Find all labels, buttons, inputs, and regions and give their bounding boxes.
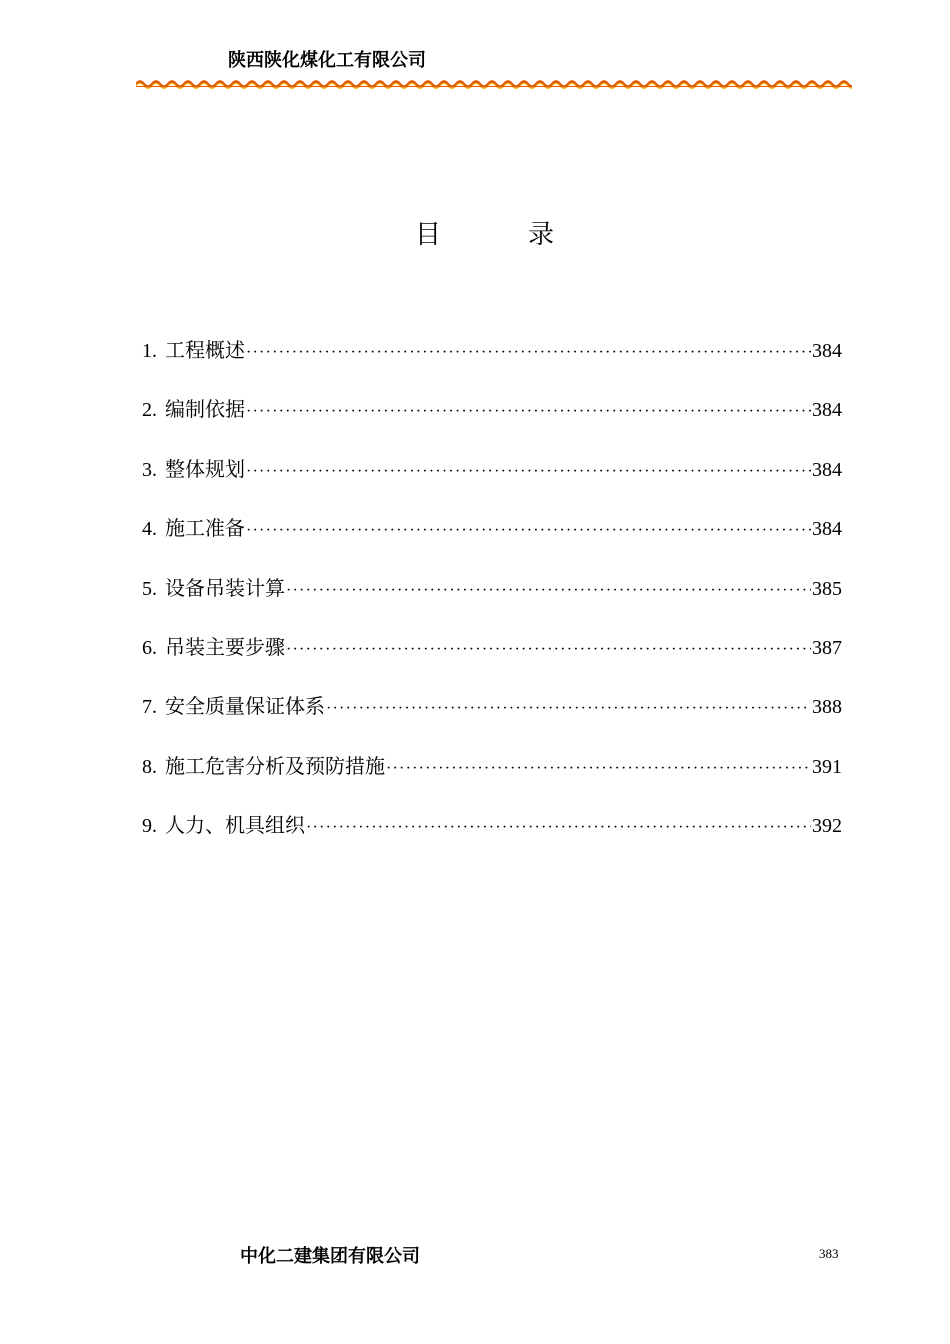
toc-entry-number: 6.	[142, 636, 157, 659]
toc-entry-number: 8.	[142, 755, 157, 778]
toc-entry[interactable]	[142, 631, 842, 690]
toc-heading	[0, 214, 950, 254]
toc-entry-label: 编制依据	[165, 397, 245, 422]
toc-entry-number: 5.	[142, 577, 157, 600]
toc-entry-page: 384	[812, 340, 842, 362]
toc-entry-label: 施工准备	[165, 516, 245, 541]
footer-page-number: 383	[819, 1246, 839, 1261]
footer-company-name: 中化二建集团有限公司	[240, 1246, 420, 1267]
toc-entry[interactable]	[142, 334, 842, 393]
toc-entry[interactable]	[142, 750, 842, 809]
toc-heading-char-1: 目	[415, 220, 442, 250]
toc-entry-label: 吊装主要步骤	[165, 634, 285, 659]
toc-entry-page: 387	[812, 636, 842, 659]
toc-entry-label: 施工危害分析及预防措施	[165, 753, 385, 778]
toc-entry-number: 2.	[142, 399, 157, 422]
toc-leader-dots	[326, 700, 811, 718]
toc-entry[interactable]	[142, 453, 842, 512]
toc-leader-dots	[286, 582, 811, 600]
toc-entry-number: 9.	[142, 815, 157, 838]
header-decorative-rule	[136, 76, 852, 90]
toc-entry-page: 384	[812, 399, 842, 422]
toc-leader-dots	[386, 760, 811, 778]
toc-entry[interactable]	[142, 393, 842, 452]
toc-entry[interactable]	[142, 572, 842, 631]
toc-entry-number: 7.	[142, 696, 157, 719]
toc-leader-dots	[246, 463, 811, 481]
toc-entry-number: 1.	[142, 340, 157, 362]
toc-leader-dots	[246, 344, 811, 362]
toc-entry-label: 工程概述	[165, 338, 245, 362]
toc-entry-page: 384	[812, 458, 842, 481]
toc-entry[interactable]	[142, 512, 842, 571]
toc-entry-label: 人力、机具组织	[165, 813, 305, 838]
toc-entry-page: 385	[812, 577, 842, 600]
toc-list	[142, 334, 842, 869]
toc-entry[interactable]	[142, 690, 842, 749]
header-company-name: 陕西陕化煤化工有限公司	[228, 50, 426, 71]
toc-leader-dots	[306, 819, 811, 837]
toc-leader-dots	[246, 403, 811, 421]
toc-heading-char-2: 录	[528, 220, 555, 250]
toc-entry-page: 388	[812, 696, 842, 719]
toc-leader-dots	[246, 522, 811, 540]
toc-entry-page: 384	[812, 518, 842, 541]
toc-entry-page: 392	[812, 815, 842, 838]
toc-entry-label: 整体规划	[165, 456, 245, 481]
toc-entry[interactable]	[142, 809, 842, 868]
toc-entry-label: 设备吊装计算	[165, 575, 285, 600]
toc-entry-number: 4.	[142, 518, 157, 541]
toc-leader-dots	[286, 641, 811, 659]
toc-entry-page: 391	[812, 755, 842, 778]
toc-entry-number: 3.	[142, 458, 157, 481]
toc-entry-label: 安全质量保证体系	[165, 694, 325, 719]
